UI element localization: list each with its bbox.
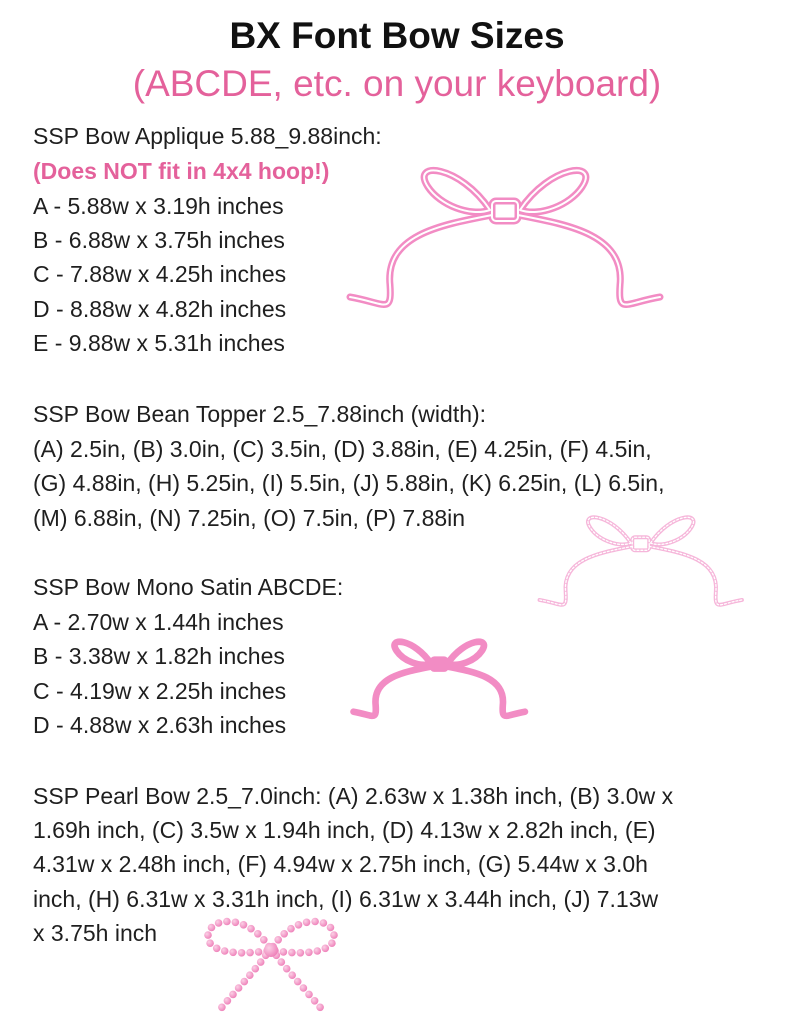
applique-size-c: C - 7.88w x 4.25h inches: [33, 261, 287, 287]
pearl-bead: [218, 1004, 226, 1012]
pearl-bead: [206, 939, 214, 947]
applique-warning: (Does NOT fit in 4x4 hoop!): [33, 158, 330, 184]
bow-bean-topper-icon: [533, 510, 755, 635]
pearl-bead: [316, 1004, 324, 1012]
pearl-bead: [260, 936, 268, 944]
mono-satin-heading: SSP Bow Mono Satin ABCDE:: [33, 574, 344, 600]
pearl-bead: [246, 949, 254, 957]
pearl-bead: [303, 919, 311, 927]
bean-topper-sizes-2: (G) 4.88in, (H) 5.25in, (I) 5.5in, (J) 5.88in, (K) 6.25in, (L) 6.5in,: [33, 470, 665, 496]
pearl-bead: [320, 919, 328, 927]
pearl-bead: [274, 936, 282, 944]
pearl-bead: [254, 930, 262, 938]
mono-satin-size-b: B - 3.38w x 1.82h inches: [33, 643, 285, 669]
bean-topper-sizes-3: (M) 6.88in, (N) 7.25in, (O) 7.5in, (P) 7.88in: [33, 505, 466, 531]
pearl-bead: [322, 945, 330, 953]
applique-size-b: B - 6.88w x 3.75h inches: [33, 227, 285, 253]
pearl-bead: [215, 919, 223, 927]
bow-pearl-icon: [196, 910, 346, 1022]
pearl-bead: [232, 919, 240, 927]
pearl-bead: [235, 984, 243, 992]
pearl-bead: [287, 925, 295, 933]
pearl-bead: [327, 924, 335, 932]
pearl-bead: [280, 930, 288, 938]
pearl-bead: [311, 918, 319, 926]
pearl-bead: [330, 931, 338, 939]
mono-satin-size-d: D - 4.88w x 2.63h inches: [33, 712, 287, 738]
bow-applique-icon: [340, 165, 680, 345]
pearl-bead: [288, 949, 296, 957]
applique-size-a: A - 5.88w x 3.19h inches: [33, 193, 284, 219]
pearl-bead: [221, 947, 229, 955]
pearl-bead: [328, 939, 336, 947]
pearl-bead: [238, 949, 246, 957]
bean-topper-heading: SSP Bow Bean Topper 2.5_7.88inch (width):: [33, 401, 487, 427]
pearl-bead: [252, 965, 260, 973]
pearl-bead: [255, 948, 263, 956]
pearl-bead: [280, 948, 288, 956]
pearl-bead: [294, 978, 302, 986]
pearl-bead: [229, 991, 237, 999]
pearl-bead: [297, 949, 305, 957]
pearl-bead: [300, 984, 308, 992]
pearl-bead: [240, 921, 248, 929]
pearl-bead: [314, 947, 322, 955]
pearl-bead: [224, 997, 232, 1005]
pearl-bead: [305, 991, 313, 999]
pearl-bead: [246, 971, 254, 979]
pearl-bead: [283, 965, 291, 973]
pearl-bead: [213, 945, 221, 953]
applique-size-e: E - 9.88w x 5.31h inches: [33, 330, 285, 356]
pearl-bead: [247, 925, 255, 933]
applique-size-d: D - 8.88w x 4.82h inches: [33, 296, 287, 322]
pearl-bead: [257, 958, 265, 966]
pearl-bead: [229, 949, 237, 957]
pearl-beads: [204, 918, 338, 1011]
mono-satin-size-a: A - 2.70w x 1.44h inches: [33, 609, 284, 635]
pearl-bead: [241, 978, 249, 986]
pearl-bow-heading: SSP Pearl Bow 2.5_7.0inch: (A) 2.63w x 1.38h inch, (B) 3.0w x: [33, 783, 674, 809]
bow-mono-satin-icon: [348, 636, 536, 741]
pearl-bead: [295, 921, 303, 929]
pearl-bow-knot: [264, 943, 278, 957]
mono-satin-size-c: C - 4.19w x 2.25h inches: [33, 678, 287, 704]
pearl-bow-sizes-4: x 3.75h inch: [33, 920, 158, 946]
pearl-bead: [208, 924, 216, 932]
pearl-bead: [305, 949, 313, 957]
pearl-bow-sizes-3: inch, (H) 6.31w x 3.31h inch, (I) 6.31w x 3.44h inch, (J) 7.13w: [33, 886, 659, 912]
bean-topper-sizes-1: (A) 2.5in, (B) 3.0in, (C) 3.5in, (D) 3.88in, (E) 4.25in, (F) 4.5in,: [33, 436, 652, 462]
pearl-bead: [288, 971, 296, 979]
pearl-bow-sizes-2: 4.31w x 2.48h inch, (F) 4.94w x 2.75h inch, (G) 5.44w x 3.0h: [33, 851, 648, 877]
pearl-bow-sizes-1: 1.69h inch, (C) 3.5w x 1.94h inch, (D) 4.13w x 2.82h inch, (E): [33, 817, 656, 843]
pearl-bead: [278, 958, 286, 966]
applique-heading: SSP Bow Applique 5.88_9.88inch:: [33, 123, 382, 149]
page-subtitle: (ABCDE, etc. on your keyboard): [132, 63, 662, 104]
page-title: BX Font Bow Sizes: [229, 15, 565, 56]
pearl-bead: [223, 918, 231, 926]
pearl-bead: [204, 931, 212, 939]
pearl-bead: [311, 997, 319, 1005]
